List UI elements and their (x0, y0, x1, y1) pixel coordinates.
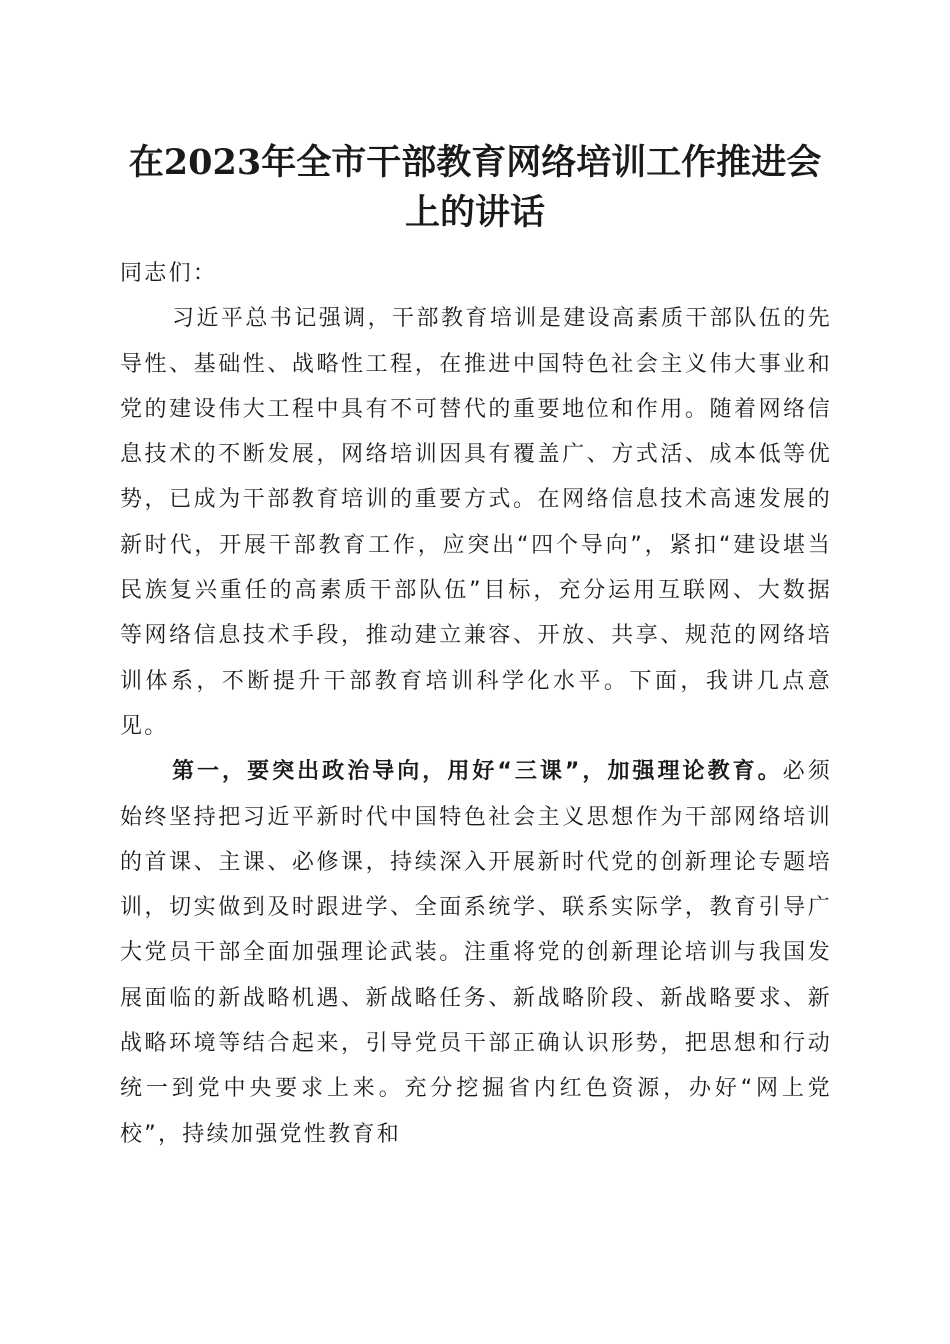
salutation: 同志们： (120, 261, 218, 286)
document-body (120, 251, 832, 1157)
title-line-1: 在2023年全市干部教育网络培训工作推进会 (128, 142, 822, 183)
paragraph-1: 习近平总书记强调，干部教育培训是建设高素质干部队伍的先导性、基础性、战略性工程，在推进中国特色社会主义伟大事业和党的建设伟大工程中具有不可替代的重要地位和作用。随着网络信息技术的不断发展，网络培训因具有覆盖广、方式活、成本低等优势，已成为干部教育培训的重要方式。在网络信息技术高速发展的新时代，开展干部教育工作，应突出“四个导向”，紧扣“建设堪当民族复兴重任的高素质干部队伍”目标，充分运用互联网、大数据等网络信息技术手段，推动建立兼容、开放、共享、规范的网络培训体系，不断提升干部教育培训科学化水平。下面，我讲几点意见。 (120, 306, 832, 739)
document-title (100, 138, 850, 238)
paragraph-2-lead: 第一，要突出政治导向，用好“三课”，加强理论教育。 (172, 759, 783, 785)
title-line-2: 上的讲话 (404, 192, 545, 233)
paragraph-2-body: 必须始终坚持把习近平新时代中国特色社会主义思想作为干部网络培训的首课、主课、必修课，持续深入开展新时代党的创新理论专题培训，切实做到及时跟进学、全面系统学、联系实际学，教育引导广大党员干部全面加强理论武装。注重将党的创新理论培训与我国发展面临的新战略机遇、新战略任务、新战略阶段、新战略要求、新战略环境等结合起来，引导党员干部正确认识形势，把思想和行动统一到党中央要求上来。充分挖掘省内红色资源，办好“网上党校”，持续加强党性教育和 (120, 759, 833, 1147)
paragraph-2 (120, 749, 832, 1157)
